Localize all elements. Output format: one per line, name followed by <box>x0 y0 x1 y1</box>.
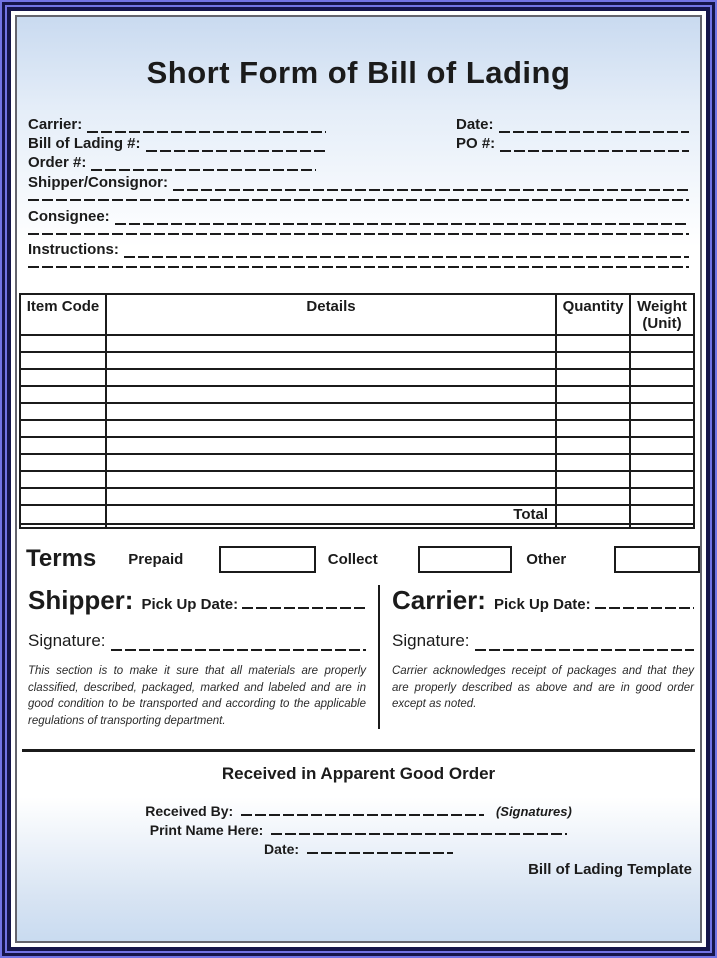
table-cell[interactable] <box>106 369 556 386</box>
table-cell[interactable] <box>106 335 556 352</box>
table-cell[interactable] <box>20 369 106 386</box>
table-row <box>20 437 694 454</box>
form-row-consignee <box>28 201 689 225</box>
table-cell[interactable] <box>20 471 106 488</box>
border-white-gap <box>11 11 706 947</box>
table-cell[interactable] <box>106 352 556 369</box>
outer-border-navy <box>2 2 715 956</box>
received-by-line[interactable] <box>241 802 484 816</box>
collect-label: Collect <box>327 550 378 568</box>
table-cell[interactable] <box>630 437 694 454</box>
column-header-quantity: Quantity <box>556 294 630 335</box>
consignee-continuation-line[interactable] <box>28 225 689 235</box>
terms-heading: Terms <box>26 545 97 572</box>
shipper-heading: Shipper: <box>28 585 134 615</box>
signatures-note: (Signatures) <box>495 804 572 819</box>
shipper-carrier-section <box>28 585 694 729</box>
form-row-carrier-date <box>28 114 689 133</box>
instructions-continuation-line[interactable] <box>28 258 689 268</box>
carrier-heading: Carrier: <box>392 585 486 615</box>
table-cell <box>556 524 630 528</box>
shipper-pickup-date-line[interactable] <box>242 594 366 609</box>
table-cell[interactable] <box>20 386 106 403</box>
form-row-bol-po <box>28 133 689 152</box>
received-date-label: Date: <box>264 841 300 857</box>
table-cell[interactable] <box>556 420 630 437</box>
table-cell <box>630 524 694 528</box>
date-label: Date: <box>456 116 494 133</box>
form-row-instructions <box>28 235 689 258</box>
shipper-signature-line[interactable] <box>111 634 367 651</box>
carrier-disclaimer: Carrier acknowledges receipt of packages and that they are properly described as above and are in good order except as noted. <box>392 665 694 710</box>
prepaid-label: Prepaid <box>128 550 184 568</box>
table-cell[interactable] <box>556 352 630 369</box>
consignee-label: Consignee: <box>28 208 110 225</box>
carrier-pickup-date-label: Pick Up Date: <box>493 596 591 613</box>
table-cell <box>20 524 106 528</box>
carrier-signature-label: Signature: <box>392 631 470 650</box>
table-cell[interactable] <box>630 420 694 437</box>
table-row <box>20 488 694 505</box>
table-cell[interactable] <box>630 386 694 403</box>
bill-of-lading-number-label: Bill of Lading #: <box>28 135 141 152</box>
form-row-shipper-consignor <box>28 171 689 191</box>
inner-border-navy <box>7 7 710 951</box>
total-row <box>20 505 694 524</box>
terms-section <box>26 543 700 575</box>
received-by-label: Received By: <box>145 803 234 819</box>
table-cell[interactable] <box>630 454 694 471</box>
print-name-label: Print Name Here: <box>149 822 264 838</box>
table-cell[interactable] <box>630 352 694 369</box>
table-cell <box>20 505 106 524</box>
instructions-field-line[interactable] <box>124 242 689 258</box>
received-by-row <box>17 802 700 821</box>
print-name-line[interactable] <box>271 821 567 835</box>
table-cell[interactable] <box>20 352 106 369</box>
print-name-row <box>17 821 700 840</box>
order-number-field-line[interactable] <box>91 155 316 171</box>
section-divider-rule <box>22 749 695 752</box>
table-cell[interactable] <box>556 403 630 420</box>
table-cell[interactable] <box>630 471 694 488</box>
table-cell[interactable] <box>630 335 694 352</box>
table-row <box>20 471 694 488</box>
table-cell[interactable] <box>556 437 630 454</box>
table-row <box>20 335 694 352</box>
prepaid-checkbox[interactable] <box>219 546 315 573</box>
items-table-body <box>20 335 694 528</box>
table-row <box>20 420 694 437</box>
content-border <box>15 15 702 943</box>
shipper-consignor-continuation-line[interactable] <box>28 191 689 201</box>
table-bottom-thin-row <box>20 524 694 528</box>
column-header-weight-unit: Weight (Unit) <box>630 294 694 335</box>
shipper-disclaimer: This section is to make it sure that all materials are properly classified, described, packaged, marked and labeled and are in good condition to be transported and according to the applicable regulations of transporting department. <box>28 665 366 727</box>
table-cell[interactable] <box>106 488 556 505</box>
table-cell[interactable] <box>556 471 630 488</box>
column-header-item-code: Item Code <box>20 294 106 335</box>
date-field-line[interactable] <box>499 117 689 133</box>
other-label: Other <box>526 550 567 568</box>
table-cell[interactable] <box>106 386 556 403</box>
shipper-signature-label: Signature: <box>28 631 106 650</box>
inner-border-purple <box>5 5 712 953</box>
table-row <box>20 454 694 471</box>
table-cell[interactable] <box>20 437 106 454</box>
consignee-field-line[interactable] <box>115 209 689 225</box>
table-cell[interactable] <box>106 454 556 471</box>
table-cell[interactable] <box>556 369 630 386</box>
carrier-label: Carrier: <box>28 116 83 133</box>
table-cell[interactable] <box>20 454 106 471</box>
page-title: Short Form of Bill of Lading <box>146 55 571 90</box>
table-cell[interactable] <box>630 488 694 505</box>
table-cell <box>106 524 556 528</box>
collect-checkbox[interactable] <box>418 546 513 573</box>
table-row <box>20 403 694 420</box>
table-cell[interactable] <box>556 335 630 352</box>
table-cell[interactable] <box>630 505 694 524</box>
table-cell[interactable] <box>106 420 556 437</box>
column-header-details: Details <box>106 294 556 335</box>
shipper-pickup-date-label: Pick Up Date: <box>141 596 239 613</box>
table-cell[interactable] <box>106 471 556 488</box>
table-cell[interactable] <box>106 403 556 420</box>
table-row <box>20 386 694 403</box>
shipper-consignor-field-line[interactable] <box>173 175 689 191</box>
table-row <box>20 352 694 369</box>
form-row-order <box>28 152 689 171</box>
carrier-pickup-date-line[interactable] <box>595 594 694 609</box>
total-label-cell: Total <box>106 505 556 524</box>
carrier-signature-line[interactable] <box>475 634 695 651</box>
received-block <box>17 802 700 859</box>
po-number-field-line[interactable] <box>500 136 689 152</box>
table-cell[interactable] <box>20 403 106 420</box>
table-cell[interactable] <box>556 386 630 403</box>
other-checkbox[interactable] <box>614 546 700 573</box>
po-number-label: PO #: <box>456 135 496 152</box>
header-form <box>28 114 689 268</box>
template-credit: Bill of Lading Template <box>528 861 692 878</box>
table-cell[interactable] <box>630 403 694 420</box>
table-cell[interactable] <box>630 369 694 386</box>
carrier-field-line[interactable] <box>87 117 326 133</box>
instructions-label: Instructions: <box>28 241 119 258</box>
table-cell[interactable] <box>20 420 106 437</box>
table-cell[interactable] <box>556 454 630 471</box>
table-row <box>20 369 694 386</box>
order-number-label: Order #: <box>28 154 87 171</box>
shipper-column <box>28 585 380 729</box>
items-table <box>19 293 695 529</box>
carrier-column <box>380 585 694 729</box>
received-heading: Received in Apparent Good Order <box>221 764 496 783</box>
table-cell[interactable] <box>20 488 106 505</box>
page-content <box>17 17 700 941</box>
received-date-line[interactable] <box>307 840 453 854</box>
items-table-header-row <box>20 294 694 335</box>
bill-of-lading-number-field-line[interactable] <box>146 136 327 152</box>
table-cell[interactable] <box>556 488 630 505</box>
received-date-row <box>17 840 700 859</box>
table-cell[interactable] <box>106 437 556 454</box>
table-cell[interactable] <box>556 505 630 524</box>
table-cell[interactable] <box>20 335 106 352</box>
shipper-consignor-label: Shipper/Consignor: <box>28 174 168 191</box>
